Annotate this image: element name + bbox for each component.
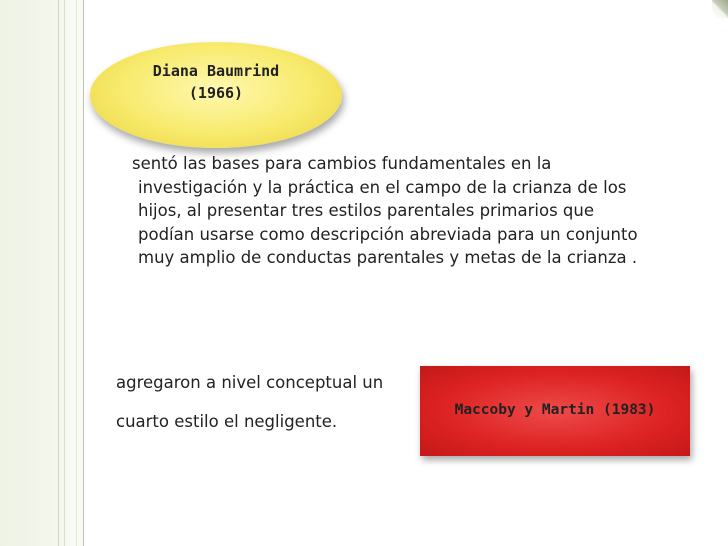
paragraph-line: hijos, al presentar tres estilos parentales primarios que (138, 201, 594, 220)
citation-box (420, 366, 690, 456)
decorative-line (58, 0, 59, 546)
decorative-line (64, 0, 65, 546)
author-name: Diana Baumrind (152, 62, 280, 80)
author-year: (1966) (188, 84, 244, 102)
paragraph-line: muy amplio de conductas parentales y metas de la crianza . (138, 248, 638, 267)
citation-label: Maccoby y Martin (1983) (454, 402, 656, 418)
bottom-text-line: cuarto estilo el negligente. (116, 412, 338, 431)
decorative-line (83, 0, 84, 546)
bottom-left-text (116, 373, 383, 432)
main-paragraph (128, 152, 713, 270)
left-decorative-band (0, 0, 84, 546)
paragraph-line: podían usarse como descripción abreviada para un conjunto (138, 224, 638, 244)
author-oval (90, 42, 342, 148)
decorative-line (76, 0, 77, 546)
page-curl (712, 0, 728, 18)
bottom-text-line: agregaron a nivel conceptual un (116, 373, 384, 392)
paragraph-line: investigación y la práctica en el campo de la crianza de los (138, 177, 627, 197)
paragraph-line: sentó las bases para cambios fundamentales en la (132, 154, 552, 173)
